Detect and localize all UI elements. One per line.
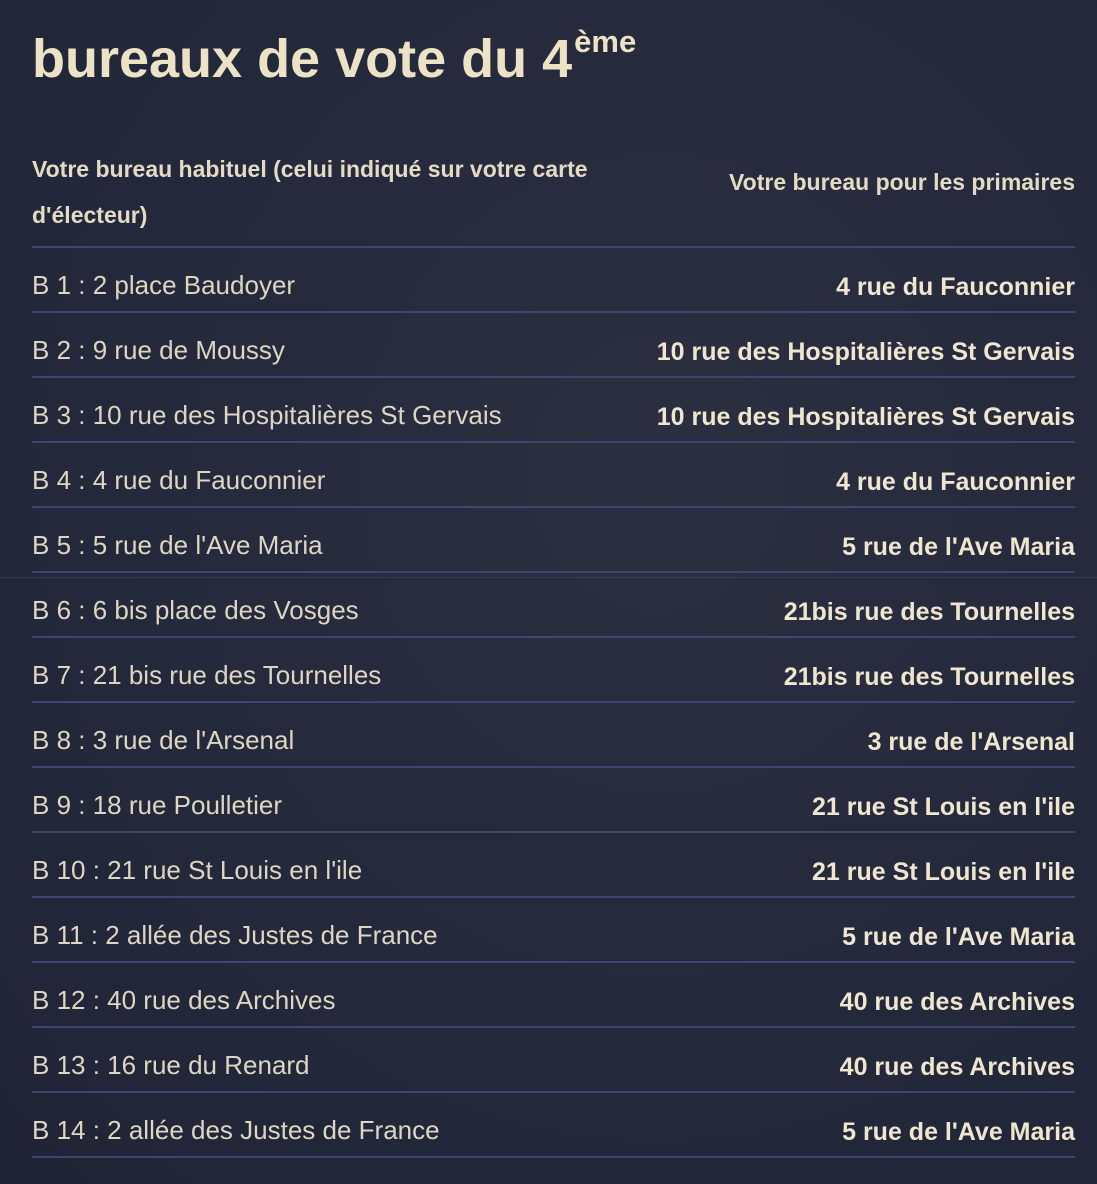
cell-bureau-habituel: B 5 : 5 rue de l'Ave Maria — [32, 530, 323, 560]
cell-bureau-habituel: B 8 : 3 rue de l'Arsenal — [32, 725, 295, 755]
table-row — [32, 591, 1075, 656]
cell-bureau-habituel: B 2 : 9 rue de Moussy — [32, 335, 285, 365]
cell-bureau-habituel: B 6 : 6 bis place des Vosges — [32, 595, 359, 625]
table-row — [32, 396, 1075, 461]
cell-bureau-primaires: 4 rue du Fauconnier — [836, 273, 1075, 301]
row-separator — [32, 246, 1075, 248]
cell-bureau-primaires: 5 rue de l'Ave Maria — [842, 923, 1075, 951]
table-row — [32, 1046, 1075, 1111]
cell-bureau-habituel: B 12 : 40 rue des Archives — [32, 985, 336, 1015]
cell-bureau-primaires: 21 rue St Louis en l'ile — [812, 858, 1075, 886]
cell-bureau-habituel: B 3 : 10 rue des Hospitalières St Gervais — [32, 400, 502, 430]
table-row — [32, 331, 1075, 396]
table-row — [32, 656, 1075, 721]
table-row — [32, 916, 1075, 981]
table-row — [32, 786, 1075, 851]
column-header-primaires: Votre bureau pour les primaires — [729, 169, 1075, 195]
cell-bureau-primaires: 40 rue des Archives — [839, 1053, 1075, 1081]
cell-bureau-primaires: 5 rue de l'Ave Maria — [842, 533, 1075, 561]
page-title-superscript: ème — [574, 24, 637, 59]
cell-bureau-habituel: B 14 : 2 allée des Justes de France — [32, 1115, 440, 1145]
page-title — [32, 24, 637, 90]
cell-bureau-primaires: 21bis rue des Tournelles — [783, 598, 1075, 626]
cell-bureau-habituel: B 9 : 18 rue Poulletier — [32, 790, 283, 820]
table-row — [32, 1111, 1075, 1176]
table-row — [32, 526, 1075, 591]
cell-bureau-primaires: 4 rue du Fauconnier — [836, 468, 1075, 496]
cell-bureau-primaires: 21bis rue des Tournelles — [783, 663, 1075, 691]
table-row — [32, 981, 1075, 1046]
cell-bureau-primaires: 10 rue des Hospitalières St Gervais — [656, 403, 1075, 431]
cell-bureau-habituel: B 11 : 2 allée des Justes de France — [32, 920, 438, 950]
cell-bureau-primaires: 5 rue de l'Ave Maria — [842, 1118, 1075, 1146]
cell-bureau-habituel: B 4 : 4 rue du Fauconnier — [32, 465, 326, 495]
table-row — [32, 266, 1075, 331]
cell-bureau-habituel: B 7 : 21 bis rue des Tournelles — [32, 660, 382, 690]
table-row — [32, 461, 1075, 526]
column-header-habituel: Votre bureau habituel (celui indiqué sur votre carte d'électeur) — [32, 156, 588, 228]
cell-bureau-primaires: 21 rue St Louis en l'ile — [812, 793, 1075, 821]
cell-bureau-habituel: B 1 : 2 place Baudoyer — [32, 270, 296, 300]
table-row — [32, 721, 1075, 786]
cell-bureau-habituel: B 13 : 16 rue du Renard — [32, 1050, 310, 1080]
cell-bureau-habituel: B 10 : 21 rue St Louis en l'ile — [32, 855, 363, 885]
table-row — [32, 851, 1075, 916]
cell-bureau-primaires: 10 rue des Hospitalières St Gervais — [656, 338, 1075, 366]
page-title-text: bureaux de vote du 4 — [32, 29, 573, 89]
cell-bureau-primaires: 3 rue de l'Arsenal — [867, 728, 1075, 756]
cell-bureau-primaires: 40 rue des Archives — [839, 988, 1075, 1016]
